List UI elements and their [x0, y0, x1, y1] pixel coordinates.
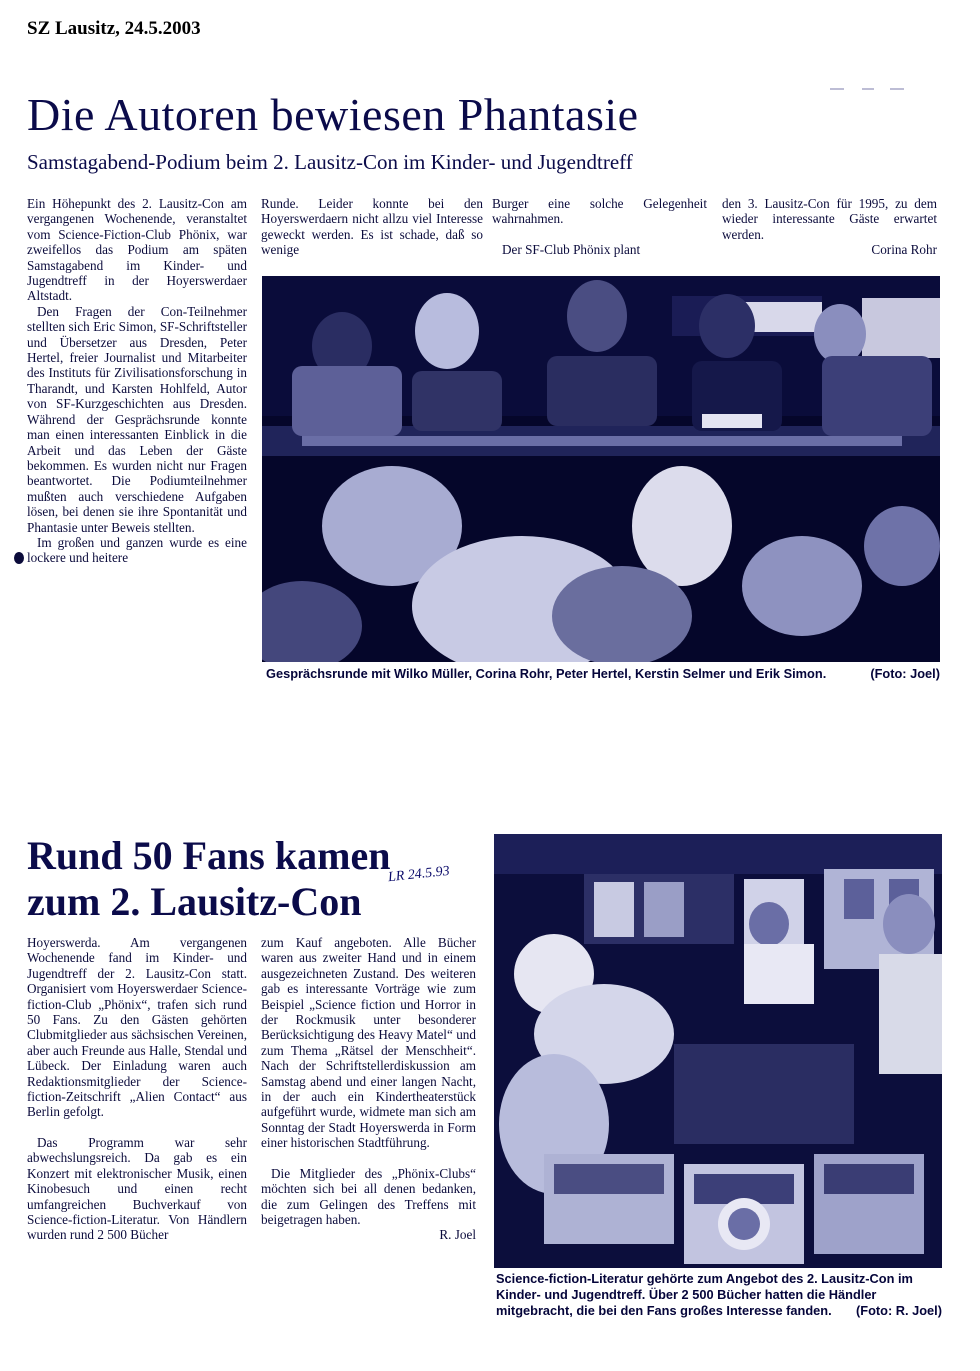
article1-paragraph: Im großen und ganzen wurde es eine lockere und heitere — [27, 534, 247, 566]
article2-paragraph: zum Kauf angeboten. Alle Bücher waren aus zweiter Hand und in einem ausgezeichneten Zustand. Des weiteren gab es interessante Vorträge wie zum Beispiel „Science fiction und Horror in der Rockmusik unter besonderer Berücksichtigung des Heavy Matel“ und zum Thema „Rätsel der Menschheit“. Nach der Schriftstellerdiskussion am Samstag abend und einer langen Nacht, in der auch ein Kindertheaterstück aufgeführt wurde, widmete man sich am Sonntag der Stadt Hoyerswerda in Form einer historischen Stadtführung. — [261, 935, 476, 1151]
article1-column-1 — [27, 196, 247, 566]
article2-paragraph: Die Mitglieder des „Phönix-Clubs“ möchten sich bei all denen bedanken, die zum Gelingen des Treffens mit beigetragen haben. — [261, 1165, 476, 1227]
article1-photo-caption — [266, 666, 940, 682]
article2-author: R. Joel — [439, 1227, 476, 1243]
article2-headline-line1: Rund 50 Fans kamen — [27, 833, 391, 878]
article2-column-1 — [27, 935, 247, 1243]
decorative-dash — [890, 88, 904, 90]
article2-headline-line2: zum 2. Lausitz-Con — [27, 879, 362, 924]
article2-paragraph: Das Programm war sehr abwechslungsreich. Da gab es ein Konzert mit elektronischer Musik, einen Kinobesuch und einen recht umfangreichen Buchverkauf von Science-fiction-Literatur. Von Händlern wurden rund 2 500 Bücher — [27, 1134, 247, 1243]
article1-subheadline: Samstagabend-Podium beim 2. Lausitz-Con im Kinder- und Jugendtreff — [27, 150, 633, 174]
article1-headline: Die Autoren bewiesen Phantasie — [27, 89, 639, 140]
article1-caption-text: Gesprächsrunde mit Wilko Müller, Corina Rohr, Peter Hertel, Kerstin Selmer und Erik Simon. — [266, 666, 827, 681]
article2-headline — [27, 833, 390, 925]
decorative-dash — [830, 88, 844, 90]
ink-spot — [14, 552, 24, 564]
article1-column-2 — [261, 196, 483, 258]
article1-paragraph: Burger eine solche Gelegenheit wahrnahmen. — [492, 196, 707, 227]
panel-discussion-photo — [262, 276, 940, 662]
article1-column-4 — [722, 196, 937, 258]
article1-paragraph: Der SF-Club Phönix plant — [502, 241, 641, 257]
article1-column-3 — [492, 196, 707, 257]
article2-photo — [494, 834, 942, 1268]
decorative-dash — [862, 88, 874, 90]
handwritten-note: LR 24.5.93 — [387, 863, 451, 886]
article2-column-2 — [261, 935, 476, 1243]
article1-author: Corina Rohr — [871, 242, 937, 258]
article1-paragraph: Runde. Leider konnte bei den Hoyerswerdaern nicht allzu viel Interesse geweckt werden. Es ist schade, daß so wenige — [261, 196, 483, 258]
book-sale-photo — [494, 834, 942, 1268]
article1-paragraph: Den Fragen der Con-Teilnehmer stellten sich Eric Simon, SF-Schriftsteller und Übersetzer aus Dresden, Peter Hertel, freier Journalist und Mitarbeiter des Instituts für Zivilisationsforschung in Tharandt, und Karsten Hohlfeld, Autor von SF-Kurzgeschichten aus Dresden. Während der Gesprächsrunde konnte man einen interessanten Einblick in die Arbeit und das Leben der Gäste bekommen. Es wurden nicht nur Fragen beantwortet. Die Podiumteilnehmer mußten auch verschiedene Aufgaben lösen, bei denen sie ihre Spontanität und Phantasie unter Beweis stellten. — [27, 303, 247, 535]
article1-photo-credit: (Foto: Joel) — [870, 666, 940, 681]
article2-photo-caption — [496, 1271, 942, 1319]
article1-paragraph: Ein Höhepunkt des 2. Lausitz-Con am vergangenen Wochenende, veranstaltet vom Science-Fiction-Club Phönix, war zweifellos das Podium am späten Samstagabend im Kinder- und Jugendtreff in der Hoyerswerdaer Altstadt. — [27, 196, 247, 304]
article1-paragraph: den 3. Lausitz-Con für 1995, zu dem wieder interessante Gäste erwartet werden. — [722, 196, 937, 242]
dateline: SZ Lausitz, 24.5.2003 — [27, 18, 201, 39]
article2-caption-text: Science-fiction-Literatur gehörte zum Angebot des 2. Lausitz-Con im Kinder- und Jugendtreff. Über 2 500 Bücher hatten die Händler mitgebracht, die bei den Fans großes Interesse fanden. — [496, 1271, 913, 1318]
article1-photo — [262, 276, 940, 662]
article2-photo-credit: (Foto: R. Joel) — [855, 1303, 942, 1318]
article2-paragraph: Hoyerswerda. Am vergangenen Wochenende fand im Kinder- und Jugendtreff der 2. Lausitz-Con statt. Organisiert vom Hoyerswerdaer Science-fiction-Club „Phönix“, trafen sich rund 50 Fans. Zu den Gästen gehörten Clubmitglieder aus sächsischen Vereinen, aber auch Freunde aus Halle, Stendal und Lübeck. Der Einladung waren auch Redaktionsmitglieder der Science-fiction-Zeitschrift „Alien Contact“ aus Berlin gefolgt. — [27, 935, 247, 1120]
